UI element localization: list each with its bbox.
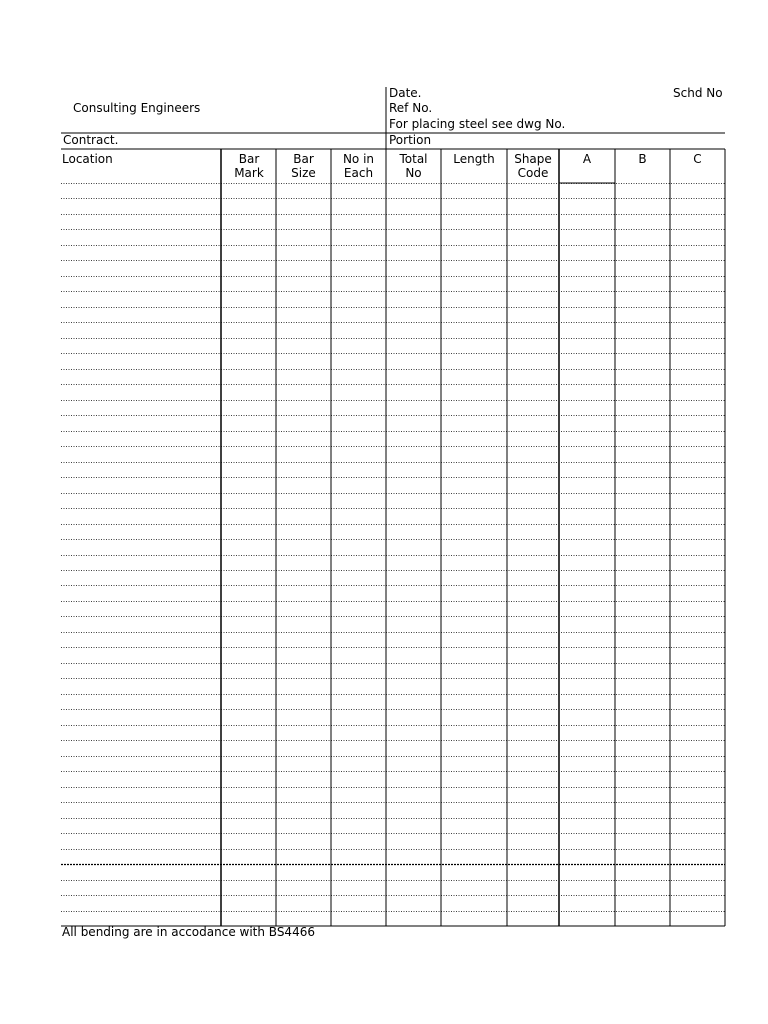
column-header-b: B <box>638 152 647 166</box>
column-header-no-in-each: No in Each <box>342 152 375 180</box>
contract-label: Contract. <box>63 133 119 147</box>
schedule-number-label: Schd No <box>673 86 723 100</box>
column-header-length: Length <box>453 152 495 166</box>
bending-standard-note: All bending are in accodance with BS4466 <box>62 925 315 939</box>
column-header-c: C <box>693 152 702 166</box>
column-header-a: A <box>582 152 592 166</box>
ref-number-label: Ref No. <box>389 101 433 115</box>
column-header-location: Location <box>62 152 113 166</box>
column-header-bar-size: Bar Size <box>291 152 316 180</box>
column-header-bar-mark: Bar Mark <box>234 152 264 180</box>
date-label: Date. <box>389 86 422 100</box>
firm-name: Consulting Engineers <box>73 101 201 115</box>
drawing-reference-label: For placing steel see dwg No. <box>389 117 566 131</box>
column-header-total-no: Total No <box>399 152 428 180</box>
portion-label: Portion <box>389 133 432 147</box>
column-header-shape-code: Shape Code <box>514 152 552 180</box>
